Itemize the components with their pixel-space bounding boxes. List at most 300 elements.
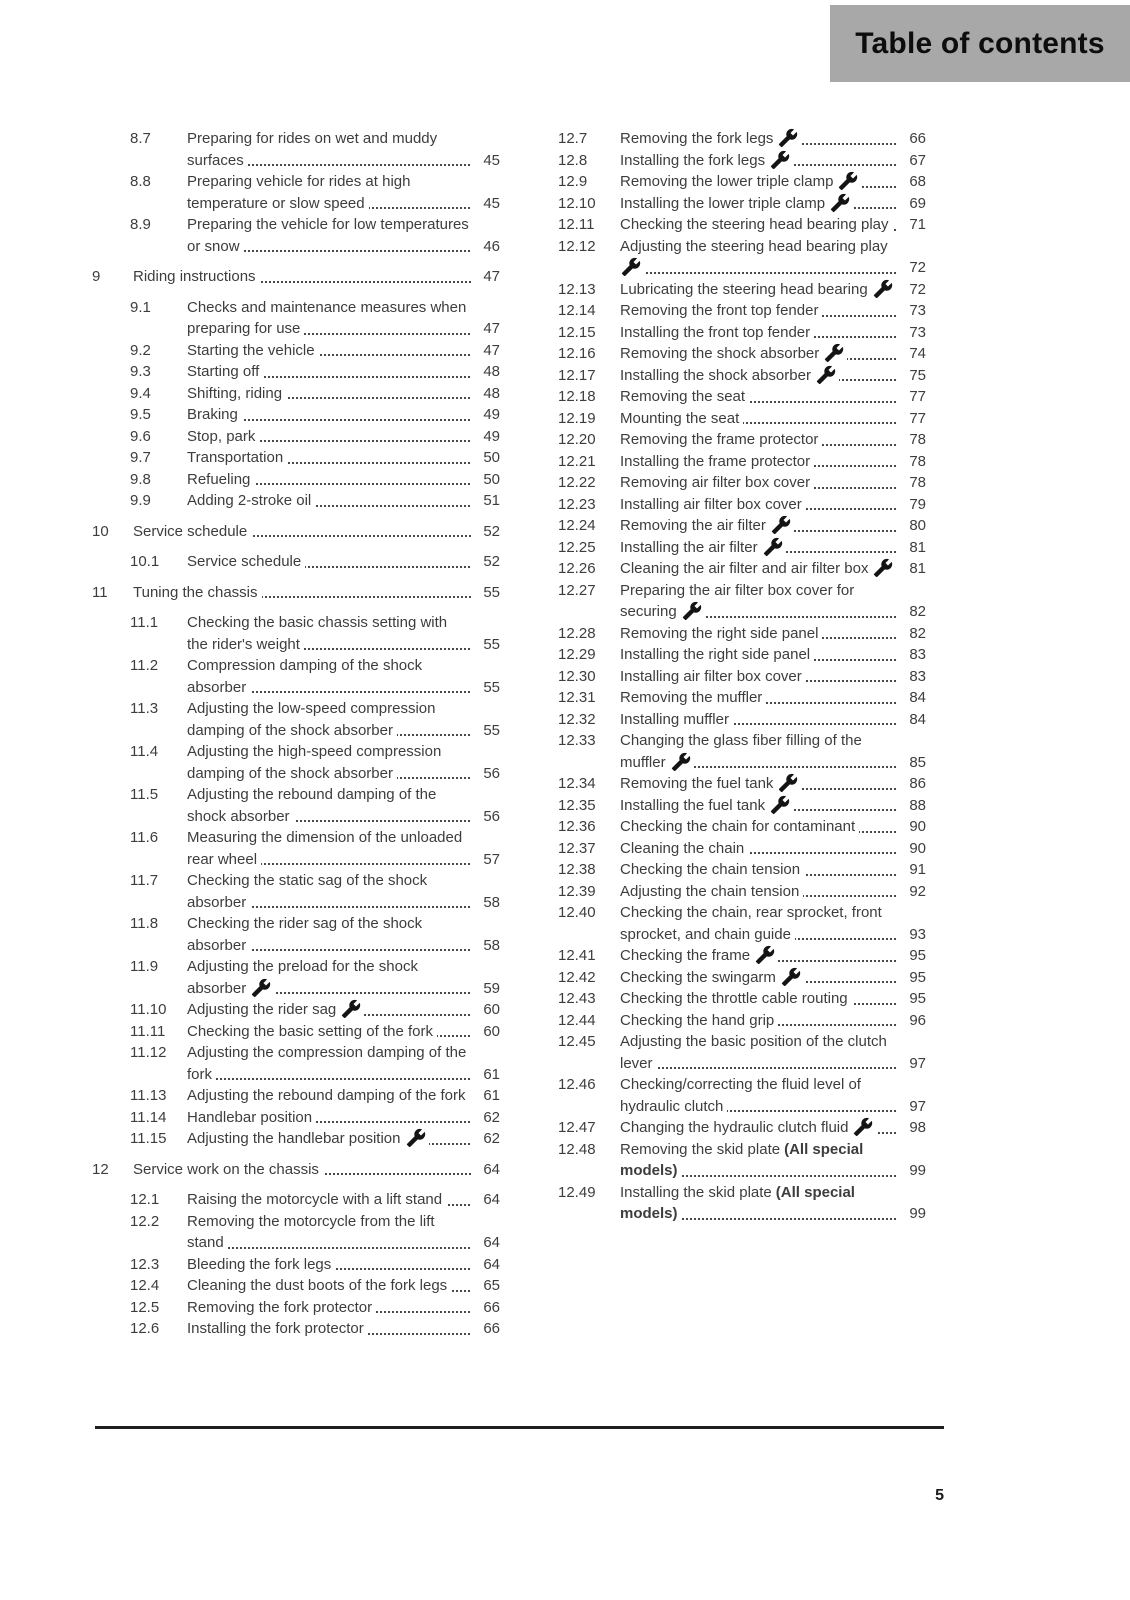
- page-title: Table of contents: [855, 26, 1105, 60]
- toc-entry-body: [133, 1159, 500, 1181]
- toc-entry-number: 12.26: [558, 560, 596, 577]
- toc-entry: [558, 773, 926, 795]
- toc-entry: [558, 322, 926, 344]
- toc-entry-number: 9: [92, 268, 101, 285]
- toc-entry-title: Checking the static sag of the shock absorber: [187, 872, 428, 911]
- toc-entry-page: 83: [898, 666, 926, 688]
- toc-entry-page: 55: [472, 677, 500, 699]
- toc-entry-body: [187, 741, 500, 784]
- toc-entry-body: [620, 902, 926, 945]
- toc-entry-page: 75: [898, 365, 926, 387]
- toc-entry: [92, 655, 500, 698]
- toc-entry-number: 12: [92, 1160, 109, 1178]
- toc-entry-body: [187, 469, 500, 491]
- toc-entry: [92, 447, 500, 469]
- toc-entry-body: [620, 451, 926, 473]
- toc-entry: [92, 827, 500, 870]
- toc-entry-number: 8.8: [130, 173, 151, 190]
- toc-entry-title: Removing the frame protector: [620, 431, 822, 448]
- toc-entry-number: 12.36: [558, 818, 596, 835]
- toc-entry: [92, 698, 500, 741]
- wrench-icon: [872, 560, 896, 577]
- toc-entry-page: 97: [898, 1053, 926, 1075]
- toc-entry-body: [620, 472, 926, 494]
- toc-entry: [558, 1182, 926, 1225]
- toc-entry-title: Installing muffler: [620, 711, 733, 728]
- toc-entry-page: 96: [898, 1010, 926, 1032]
- toc-entry-title: Adjusting the rider sag: [187, 1001, 340, 1018]
- toc-entry: [558, 967, 926, 989]
- wrench-icon: [620, 259, 644, 276]
- toc-entry: [558, 193, 926, 215]
- toc-entry: [558, 386, 926, 408]
- toc-entry-body: [620, 1182, 926, 1225]
- toc-entry-number: 12.5: [130, 1298, 160, 1316]
- toc-entry-body: [187, 1211, 500, 1254]
- toc-entry: [92, 1107, 500, 1129]
- toc-entry-title: Service schedule: [133, 523, 251, 540]
- toc-entry-number: 12.4: [130, 1277, 160, 1294]
- toc-entry-page: 83: [898, 644, 926, 666]
- toc-entry-number: 11.9: [130, 958, 159, 975]
- toc-entry: [558, 171, 926, 193]
- toc-entry: [92, 521, 500, 543]
- toc-entry-number: 9.2: [130, 341, 151, 359]
- toc-entry-page: 92: [898, 881, 926, 903]
- toc-entry-number: 12.39: [558, 882, 596, 900]
- toc-entry-page: 64: [472, 1159, 500, 1181]
- toc-entry-body: [187, 447, 500, 469]
- toc-entry-title: Bleeding the fork legs: [187, 1256, 335, 1273]
- toc-entry-body: [620, 322, 926, 344]
- toc-entry-body: [620, 816, 926, 838]
- toc-entry-body: [620, 386, 926, 408]
- toc-entry-page: 50: [472, 469, 500, 491]
- toc-entry-title: Cleaning the chain: [620, 840, 748, 857]
- toc-entry-title: Adjusting the steering head bearing play: [620, 238, 892, 255]
- toc-entry-number: 11.8: [130, 915, 159, 932]
- toc-entry-body: [620, 988, 926, 1010]
- toc-entry-title: Checking the basic setting of the fork: [187, 1023, 437, 1040]
- toc-entry-page: 62: [472, 1128, 500, 1150]
- toc-entry-page: 45: [472, 150, 500, 172]
- toc-entry: [558, 451, 926, 473]
- toc-entry: [92, 870, 500, 913]
- toc-entry-number: 11.15: [130, 1130, 167, 1147]
- toc-entry-page: 79: [898, 494, 926, 516]
- toc-entry-title: Shifting, riding: [187, 385, 286, 402]
- toc-entry: [92, 1211, 500, 1254]
- toc-entry-body: [620, 1010, 926, 1032]
- toc-entry: [92, 582, 500, 604]
- toc-entry-number: 11.3: [130, 700, 159, 717]
- dotted-leader: [188, 1247, 498, 1249]
- toc-entry: [92, 1021, 500, 1043]
- toc-entry-number: 12.21: [558, 452, 596, 470]
- toc-entry-title: Installing the frame protector: [620, 453, 814, 470]
- toc-entry-title: Starting off: [187, 363, 263, 380]
- toc-entry: [92, 426, 500, 448]
- toc-entry-title: Adding 2-stroke oil: [187, 492, 315, 509]
- toc-entry-title: Service schedule: [187, 553, 305, 570]
- toc-entry-body: [187, 1042, 500, 1085]
- toc-entry-title: Preparing the vehicle for low temperatures or snow: [187, 216, 469, 255]
- toc-column-right: [558, 128, 926, 1225]
- toc-entry-body: [187, 214, 500, 257]
- toc-entry-body: [187, 404, 500, 426]
- toc-entry-number: 12.25: [558, 538, 596, 556]
- toc-entry-body: [620, 214, 926, 236]
- toc-entry-number: 12.48: [558, 1140, 596, 1158]
- toc-entry-body: [620, 795, 926, 817]
- toc-entry-number: 11.7: [130, 872, 159, 889]
- toc-entry: [92, 956, 500, 999]
- toc-entry-page: 95: [898, 967, 926, 989]
- toc-entry-title: Adjusting the rebound damping of the fork: [187, 1087, 470, 1104]
- toc-entry: [92, 784, 500, 827]
- toc-entry-body: [133, 582, 500, 604]
- toc-entry: [558, 795, 926, 817]
- toc-entry-title: Adjusting the high-speed compression damping of the shock absorber: [187, 743, 442, 782]
- toc-entry-title: Checks and maintenance measures when preparing for use: [187, 298, 467, 337]
- toc-entry-number: 12.29: [558, 646, 596, 663]
- toc-entry-page: 95: [898, 988, 926, 1010]
- toc-entry: [558, 343, 926, 365]
- toc-entry-number: 12.32: [558, 710, 596, 728]
- toc-entry-body: [620, 171, 926, 193]
- toc-entry-title: Adjusting the low-speed compression damping of the shock absorber: [187, 700, 436, 739]
- toc-entry-number: 12.45: [558, 1033, 596, 1050]
- toc-entry-title-bold: (All special models): [620, 1183, 855, 1222]
- wrench-icon: [837, 173, 861, 190]
- wrench-icon: [770, 517, 794, 534]
- toc-entry-body: [187, 1297, 500, 1319]
- toc-entry-body: [620, 623, 926, 645]
- toc-entry-body: [620, 279, 926, 301]
- toc-entry-body: [620, 644, 926, 666]
- toc-entry-body: [620, 881, 926, 903]
- toc-entry-number: 12.30: [558, 667, 596, 685]
- toc-entry-page: 82: [898, 601, 926, 623]
- toc-entry-page: 90: [898, 838, 926, 860]
- toc-entry-body: [620, 515, 926, 537]
- toc-entry-body: [620, 494, 926, 516]
- toc-entry-page: 64: [472, 1254, 500, 1276]
- header-band: [830, 5, 1130, 82]
- toc-entry-page: 48: [472, 383, 500, 405]
- toc-entry-title: Checking the chain tension: [620, 861, 804, 878]
- toc-entry-body: [187, 1128, 500, 1150]
- toc-entry-number: 9.6: [130, 427, 151, 445]
- toc-entry-page: 77: [898, 386, 926, 408]
- toc-entry: [558, 1010, 926, 1032]
- toc-entry-page: 73: [898, 300, 926, 322]
- dotted-leader: [621, 272, 924, 274]
- toc-entry-title: Checking the basic chassis setting with the rider's weight: [187, 614, 448, 653]
- toc-entry-title: Checking the steering head bearing play: [620, 216, 893, 233]
- toc-entry-number: 9.9: [130, 492, 151, 509]
- toc-entry-title: Installing the fork protector: [187, 1320, 368, 1337]
- toc-entry-page: 64: [472, 1189, 500, 1211]
- wrench-icon: [769, 797, 793, 814]
- wrench-icon: [762, 539, 786, 556]
- toc-entry: [92, 340, 500, 362]
- toc-entry-body: [620, 1031, 926, 1074]
- toc-entry-title: Removing the fork legs: [620, 130, 777, 147]
- toc-entry: [558, 279, 926, 301]
- toc-entry-body: [187, 999, 500, 1021]
- toc-entry: [558, 859, 926, 881]
- toc-entry: [92, 551, 500, 573]
- toc-entry-page: 97: [898, 1096, 926, 1118]
- toc-entry-page: 74: [898, 343, 926, 365]
- toc-entry-page: 99: [898, 1160, 926, 1182]
- toc-entry-title: Adjusting the basic position of the clutch lever: [620, 1033, 887, 1072]
- footer-page-number: 5: [935, 1487, 944, 1504]
- toc-entry-number: 12.28: [558, 624, 596, 642]
- toc-entry-title: Mounting the seat: [620, 410, 743, 427]
- toc-entry-title: Service work on the chassis: [133, 1161, 323, 1178]
- toc-entry-body: [187, 1107, 500, 1129]
- toc-entry: [92, 1275, 500, 1297]
- toc-entry-page: 57: [472, 849, 500, 871]
- toc-entry-page: 84: [898, 709, 926, 731]
- toc-entry-number: 11.12: [130, 1044, 167, 1061]
- toc-entry-number: 9.1: [130, 298, 151, 316]
- toc-entry-number: 12.27: [558, 581, 596, 599]
- toc-entry-number: 11.4: [130, 743, 159, 760]
- toc-entry: [558, 580, 926, 623]
- toc-entry: [92, 913, 500, 956]
- toc-entry-body: [620, 1074, 926, 1117]
- toc-entry-page: 55: [472, 720, 500, 742]
- toc-entry-page: 55: [472, 634, 500, 656]
- toc-entry: [92, 361, 500, 383]
- toc-entry-body: [620, 1117, 926, 1139]
- toc-entry-number: 11.5: [130, 786, 159, 803]
- toc-entry-page: 52: [472, 551, 500, 573]
- toc-entry-number: 12.15: [558, 323, 596, 341]
- toc-entry-body: [187, 383, 500, 405]
- toc-entry-page: 78: [898, 429, 926, 451]
- toc-entry-page: 61: [472, 1085, 500, 1107]
- toc-entry: [558, 537, 926, 559]
- toc-entry-page: 64: [472, 1232, 500, 1254]
- toc-entry-title: Stop, park: [187, 428, 259, 445]
- toc-entry-page: 95: [898, 945, 926, 967]
- toc-entry-title: Checking the swingarm: [620, 969, 780, 986]
- toc-entry-body: [187, 1318, 500, 1340]
- wrench-icon: [777, 130, 801, 147]
- toc-entry-number: 12.8: [558, 151, 588, 169]
- toc-entry-body: [187, 1275, 500, 1297]
- toc-entry-number: 11.11: [130, 1022, 166, 1040]
- toc-entry-body: [187, 1189, 500, 1211]
- toc-entry-page: 77: [898, 408, 926, 430]
- toc-entry-page: 72: [898, 257, 926, 279]
- toc-entry: [558, 988, 926, 1010]
- toc-entry-title: Riding instructions: [133, 268, 260, 285]
- toc-entry-body: [620, 838, 926, 860]
- toc-entry-body: [187, 1085, 500, 1107]
- toc-entry-title: Removing the lower triple clamp: [620, 173, 837, 190]
- toc-entry-title: Checking the chain for contaminant: [620, 818, 859, 835]
- toc-entry-number: 11: [92, 583, 108, 601]
- toc-entry-title: Removing the motorcycle from the lift stand: [187, 1212, 435, 1251]
- toc-entry-page: 47: [472, 266, 500, 288]
- toc-entry: [92, 1297, 500, 1319]
- toc-entry-body: [187, 340, 500, 362]
- toc-entry-title: Installing the right side panel: [620, 646, 814, 663]
- toc-entry-body: [187, 171, 500, 214]
- toc-entry-body: [187, 297, 500, 340]
- toc-entry: [92, 297, 500, 340]
- toc-entry-body: [620, 300, 926, 322]
- toc-entry-title: Adjusting the handlebar position: [187, 1130, 405, 1147]
- toc-entry-body: [620, 945, 926, 967]
- toc-entry-number: 10: [92, 522, 109, 540]
- toc-entry: [558, 236, 926, 279]
- toc-entry-body: [187, 655, 500, 698]
- toc-entry: [92, 1128, 500, 1150]
- toc-entry-body: [620, 1139, 926, 1182]
- toc-entry-page: 66: [898, 128, 926, 150]
- toc-entry-title: Preparing vehicle for rides at high temperature or slow speed: [187, 173, 411, 212]
- toc-entry-body: [620, 128, 926, 150]
- toc-entry-number: 12.19: [558, 409, 596, 427]
- toc-entry-number: 9.4: [130, 384, 151, 402]
- toc-entry-number: 12.49: [558, 1183, 596, 1201]
- toc-entry-body: [620, 558, 926, 580]
- toc-entry-title: Removing the shock absorber: [620, 345, 823, 362]
- toc-entry-body: [187, 827, 500, 870]
- wrench-icon: [681, 603, 705, 620]
- toc-entry-body: [187, 612, 500, 655]
- toc-entry-page: 47: [472, 340, 500, 362]
- toc-entry-page: 56: [472, 806, 500, 828]
- toc-entry-body: [620, 580, 926, 623]
- toc-entry-number: 12.6: [130, 1320, 160, 1337]
- toc-entry-number: 12.35: [558, 796, 596, 814]
- toc-entry-title: Measuring the dimension of the unloaded rear wheel: [187, 829, 463, 868]
- footer-rule: [95, 1426, 944, 1429]
- toc-entry-body: [187, 784, 500, 827]
- toc-entry-body: [187, 551, 500, 573]
- toc-entry: [92, 1318, 500, 1340]
- toc-entry-number: 12.38: [558, 861, 596, 878]
- toc-entry: [558, 365, 926, 387]
- toc-entry-page: 66: [472, 1297, 500, 1319]
- wrench-icon: [670, 754, 694, 771]
- toc-entry-page: 80: [898, 515, 926, 537]
- toc-entry-title: Installing the skid plate: [620, 1184, 776, 1201]
- toc-entry: [92, 1159, 500, 1181]
- toc-entry-page: 61: [472, 1064, 500, 1086]
- toc-entry: [92, 171, 500, 214]
- toc-entry-number: 12.16: [558, 345, 596, 362]
- toc-entry-body: [620, 859, 926, 881]
- toc-entry-title: Removing the fuel tank: [620, 775, 777, 792]
- toc-entry-title: Removing the air filter: [620, 517, 770, 534]
- toc-entry-page: 48: [472, 361, 500, 383]
- toc-entry-body: [620, 730, 926, 773]
- toc-entry-body: [187, 361, 500, 383]
- toc-entry-body: [620, 408, 926, 430]
- toc-entry-title: Cleaning the dust boots of the fork legs: [187, 1277, 451, 1294]
- toc-entry: [558, 214, 926, 236]
- wrench-icon: [769, 152, 793, 169]
- toc-entry: [92, 404, 500, 426]
- wrench-icon: [780, 969, 804, 986]
- wrench-icon: [405, 1130, 429, 1147]
- toc-entry-number: 12.42: [558, 968, 596, 986]
- toc-entry-page: 52: [472, 521, 500, 543]
- toc-entry: [92, 1254, 500, 1276]
- toc-entry-page: 49: [472, 426, 500, 448]
- toc-entry: [92, 214, 500, 257]
- toc-entry-page: 81: [898, 558, 926, 580]
- toc-entry: [92, 999, 500, 1021]
- toc-entry-title: Raising the motorcycle with a lift stand: [187, 1191, 446, 1208]
- toc-entry-number: 11.13: [130, 1087, 167, 1104]
- toc-entry-page: 47: [472, 318, 500, 340]
- toc-entry: [558, 644, 926, 666]
- toc-entry-title: Checking the hand grip: [620, 1012, 778, 1029]
- toc-entry-number: 8.9: [130, 216, 151, 233]
- toc-entry-number: 9.8: [130, 470, 151, 488]
- toc-entry-number: 9.3: [130, 363, 151, 380]
- toc-entry-title: Removing the right side panel: [620, 625, 822, 642]
- toc-entry: [558, 709, 926, 731]
- toc-entry-title: Installing the air filter: [620, 539, 762, 556]
- toc-entry-page: 82: [898, 623, 926, 645]
- dotted-leader: [188, 1078, 498, 1080]
- toc-entry-number: 12.2: [130, 1212, 160, 1230]
- toc-entry-page: 78: [898, 472, 926, 494]
- toc-entry-number: 12.18: [558, 388, 596, 405]
- toc-entry-title: Cleaning the air filter and air filter box: [620, 560, 872, 577]
- toc-entry-title-bold: (All special models): [620, 1140, 864, 1179]
- toc-entry-page: 90: [898, 816, 926, 838]
- toc-entry-page: 85: [898, 752, 926, 774]
- toc-entry: [92, 490, 500, 512]
- toc-entry-title: Installing air filter box cover: [620, 668, 806, 685]
- toc-entry-number: 12.34: [558, 775, 596, 792]
- toc-entry-body: [620, 429, 926, 451]
- toc-entry: [92, 1042, 500, 1085]
- toc-entry-page: 68: [898, 171, 926, 193]
- toc-entry-number: 12.20: [558, 431, 596, 448]
- wrench-icon: [754, 947, 778, 964]
- toc-entry-body: [620, 967, 926, 989]
- toc-entry: [92, 1189, 500, 1211]
- toc-entry-page: 60: [472, 1021, 500, 1043]
- toc-entry: [558, 515, 926, 537]
- toc-entry-number: 12.41: [558, 947, 596, 964]
- toc-entry-number: 12.24: [558, 517, 596, 534]
- toc-entry-page: 67: [898, 150, 926, 172]
- toc-entry-page: 59: [472, 978, 500, 1000]
- toc-entry-title: Installing the fuel tank: [620, 797, 769, 814]
- toc-entry-body: [620, 343, 926, 365]
- toc-entry-number: 12.7: [558, 130, 588, 147]
- toc-entry: [92, 266, 500, 288]
- toc-entry-page: 93: [898, 924, 926, 946]
- toc-entry: [558, 494, 926, 516]
- toc-entry-title: Preparing the air filter box cover for securing: [620, 581, 855, 620]
- toc-entry-page: 72: [898, 279, 926, 301]
- toc-entry-body: [187, 1021, 500, 1043]
